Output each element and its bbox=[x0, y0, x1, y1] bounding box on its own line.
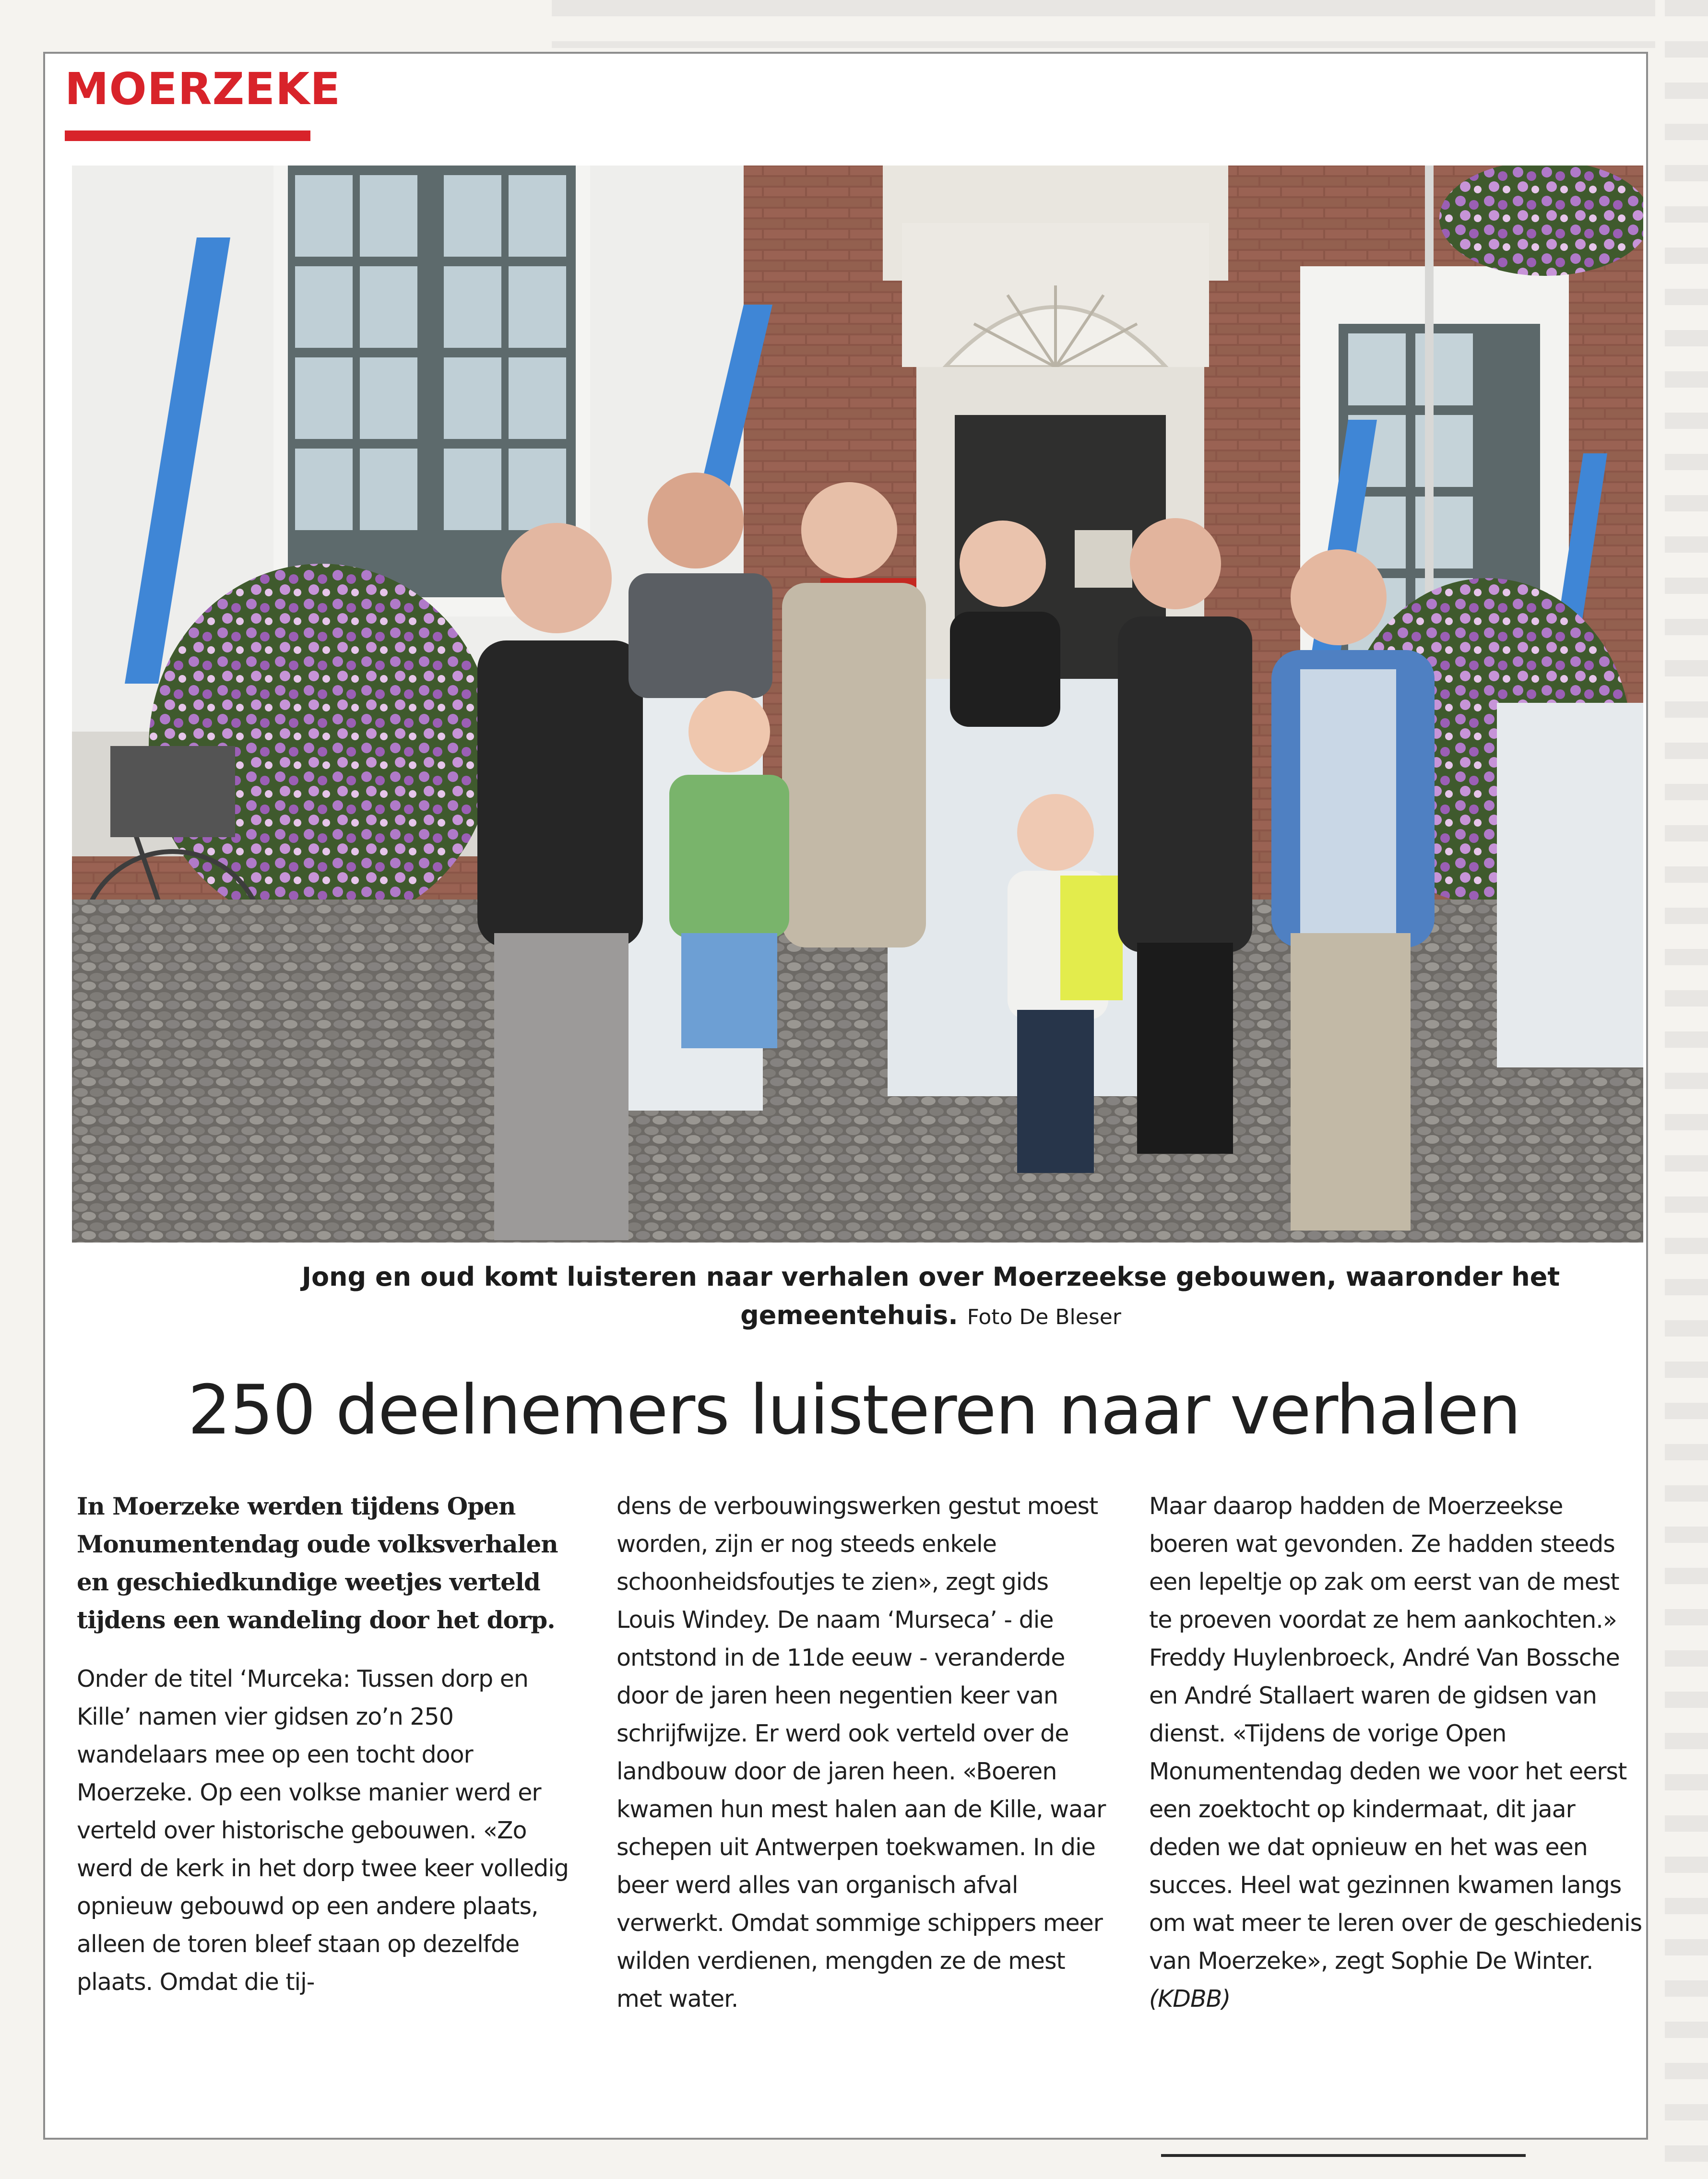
section-underline bbox=[65, 130, 310, 141]
photo-credit: Foto De Bleser bbox=[967, 1305, 1121, 1329]
article-byline: (KDBB) bbox=[1149, 1985, 1231, 2013]
article-body-column-3 bbox=[1149, 1487, 1646, 2018]
next-article-rule bbox=[1161, 2154, 1526, 2179]
adjacent-page-bleed bbox=[1665, 0, 1708, 2179]
article-body-column-3-text: Maar daarop hadden de Moerzeekse boeren wat gevonden. Ze hadden steeds een lepeltje op zak om eerst van de mest te proeven voordat ze hem aankochten.» Freddy Huylenbroeck, André Van Bossche en André Stallaert waren de gidsen van dienst. «Tijdens de vorige Open Monumentendag deden we voor het eerst een zoektocht op kindermaat, dit jaar deden we dat opnieuw en het was een succes. Heel wat gezinnen kwamen langs om wat meer te leren over de geschiedenis van Moerzeke», zegt Sophie De Winter. bbox=[1149, 1492, 1642, 1975]
article-headline: 250 deelnemers luisteren naar verhalen bbox=[188, 1371, 1520, 1450]
article-body-column-1: Onder de titel ‘Murceka: Tussen dorp en Kille’ namen vier gidsen zo’n 250 wandelaars mee op een tocht door Moerzeke. Op een volkse manier werd er verteld over historische gebouwen. «Zo werd de kerk in het dorp twee keer volledig opnieuw gebouwd op een andere plaats, alleen de toren bleef staan op dezelfde plaats. Omdat die tij- bbox=[77, 1665, 569, 1996]
photo-caption-text: Jong en oud komt luisteren naar verhalen over Moerzeekse gebouwen, waaronder het gemeentehuis. bbox=[301, 1262, 1560, 1330]
article-lead: In Moerzeke werden tijdens Open Monumentendag oude volksverhalen en geschiedkundige weetjes verteld tijdens een wandeling door het dorp. bbox=[77, 1492, 558, 1634]
photo-caption bbox=[283, 1258, 1578, 1337]
article-column-2 bbox=[617, 1487, 1113, 2018]
adjacent-page-bleed-top bbox=[552, 0, 1655, 48]
article-column-1 bbox=[77, 1487, 573, 2001]
article-column-3 bbox=[1149, 1487, 1646, 2018]
article-body-column-2: dens de verbouwingswerken gestut moest worden, zijn er nog steeds enkele schoonheidsfoutjes te zien», zegt gids Louis Windey. De naam ‘Murseca’ - die ontstond in de 11de eeuw - veranderde door de jaren heen negentien keer van schrijfwijze. Er werd ook verteld over de landbouw door de jaren heen. «Boeren kwamen hun mest halen aan de Kille, waar schepen uit Antwerpen toekwamen. In die beer werd alles van organisch afval verwerkt. Omdat sommige schippers meer wilden verdienen, mengden ze de mest met water. bbox=[617, 1492, 1106, 2013]
article-photo bbox=[72, 166, 1643, 1243]
section-label: MOERZEKE bbox=[65, 63, 341, 115]
